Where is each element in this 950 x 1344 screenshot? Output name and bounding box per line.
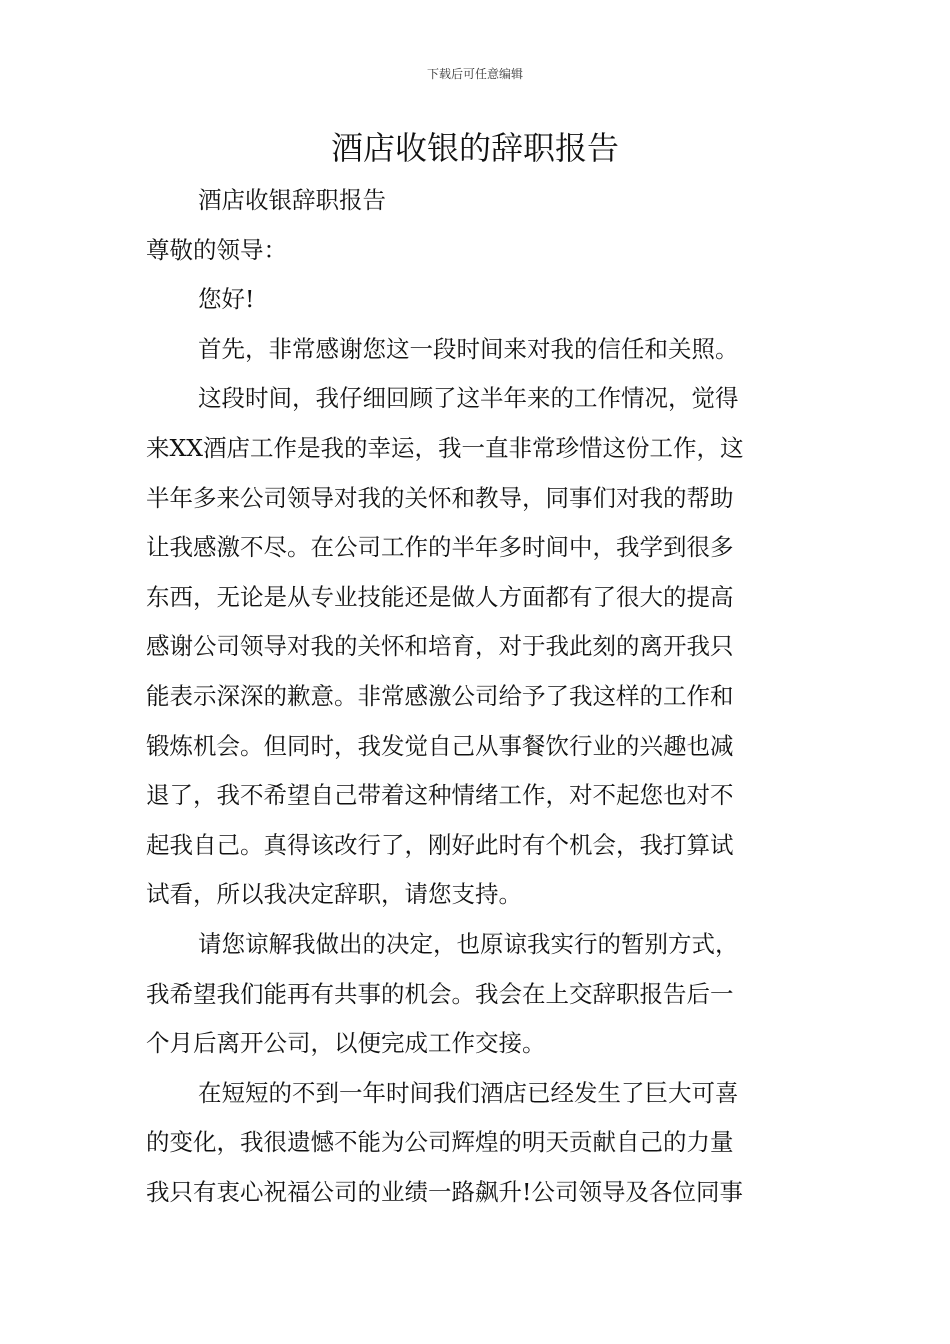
paragraph-line: 半年多来公司领导对我的关怀和教导，同事们对我的帮助 [146, 483, 734, 512]
paragraph-line: 我希望我们能再有共事的机会。我会在上交辞职报告后一 [146, 979, 734, 1008]
paragraph-line: 退了，我不希望自己带着这种情绪工作，对不起您也对不 [146, 781, 734, 810]
paragraph-line: 东西，无论是从专业技能还是做人方面都有了很大的提高 [146, 582, 734, 611]
paragraph-line: 锻炼机会。但同时，我发觉自己从事餐饮行业的兴趣也减 [146, 731, 734, 760]
paragraph-line: 起我自己。真得该改行了，刚好此时有个机会，我打算试 [146, 830, 734, 859]
paragraph-line: 我只有衷心祝福公司的业绩一路飙升!公司领导及各位同事 [146, 1177, 743, 1206]
paragraph-line: 在短短的不到一年时间我们酒店已经发生了巨大可喜 [198, 1078, 739, 1107]
paragraph-line: 能表示深深的歉意。非常感激公司给予了我这样的工作和 [146, 681, 734, 710]
paragraph-line: 的变化，我很遗憾不能为公司辉煌的明天贡献自己的力量 [146, 1128, 734, 1157]
paragraph-line: 尊敬的领导： [146, 235, 287, 264]
paragraph-line: 酒店收银辞职报告 [198, 186, 386, 214]
paragraph-line: 感谢公司领导对我的关怀和培育，对于我此刻的离开我只 [146, 632, 734, 661]
paragraph-line: 让我感激不尽。在公司工作的半年多时间中，我学到很多 [146, 533, 734, 562]
paragraph-line: 来XX酒店工作是我的幸运，我一直非常珍惜这份工作，这 [146, 433, 744, 462]
paragraph-line: 这段时间，我仔细回顾了这半年来的工作情况，觉得 [198, 384, 739, 413]
paragraph-line: 您好! [198, 285, 255, 314]
page-title: 酒店收银的辞职报告 [330, 129, 619, 167]
paragraph-line: 试看，所以我决定辞职，请您支持。 [146, 880, 522, 909]
paragraph-line: 请您谅解我做出的决定，也原谅我实行的暂别方式， [198, 929, 739, 958]
document-body [146, 176, 806, 1217]
header-note: 下载后可任意编辑 [426, 67, 523, 81]
paragraph-line: 首先，非常感谢您这一段时间来对我的信任和关照。 [198, 334, 739, 363]
paragraph-line: 个月后离开公司，以便完成工作交接。 [146, 1029, 546, 1058]
